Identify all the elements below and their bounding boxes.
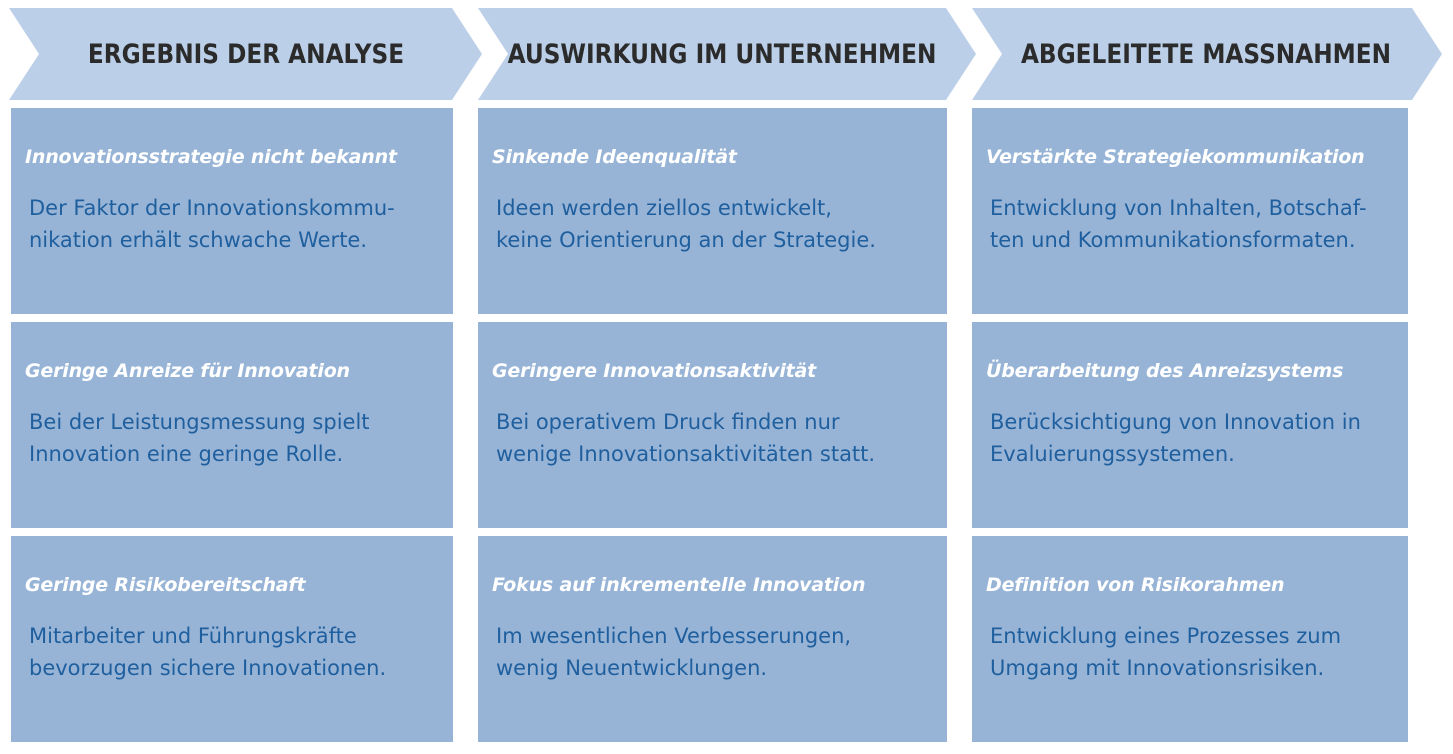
cell-title: Definition von Risikorahmen — [986, 574, 1285, 596]
cell-title: Geringe Risikobereitschaft — [25, 574, 306, 596]
cell-body: Im wesentlichen Verbesserungen, wenig Neuentwicklungen. — [496, 624, 852, 680]
cell-title: Innovationsstrategie nicht bekannt — [25, 146, 397, 168]
cell-impact-1 — [478, 108, 947, 314]
cell-analysis-1 — [11, 108, 453, 314]
cell-body: Bei der Leistungsmessung spielt Innovation eine geringe Rolle. — [29, 410, 370, 466]
cell-analysis-3 — [11, 536, 453, 742]
cell-title: Sinkende Ideenqualität — [492, 146, 737, 168]
cell-title: Geringere Innovationsaktivität — [492, 360, 817, 382]
cell-title: Geringe Anreize für Innovation — [25, 360, 350, 382]
cell-body: Bei operativem Druck finden nur wenige Innovationsaktivitäten statt. — [496, 410, 876, 466]
header-impact: AUSWIRKUNG IM UNTERNEHMEN — [507, 38, 937, 70]
cell-body: Mitarbeiter und Führungskräfte bevorzugen sichere Innovationen. — [29, 624, 387, 680]
header-analysis: ERGEBNIS DER ANALYSE — [87, 38, 405, 70]
cell-title: Verstärkte Strategiekommunikation — [986, 146, 1365, 168]
cell-body: Entwicklung von Inhalten, Botschaf- ten und Kommunikationsformaten. — [990, 196, 1367, 252]
cell-impact-2 — [478, 322, 947, 528]
cell-title: Überarbeitung des Anreizsystems — [986, 360, 1344, 382]
header-measures: ABGELEITETE MASSNAHMEN — [1020, 38, 1392, 70]
cell-body: Der Faktor der Innovationskommu- nikation erhält schwache Werte. — [29, 196, 395, 252]
cell-measures-1 — [972, 108, 1408, 314]
cell-title: Fokus auf inkrementelle Innovation — [492, 574, 866, 596]
cell-body: Entwicklung eines Prozesses zum Umgang mit Innovationsrisiken. — [990, 624, 1342, 680]
cell-measures-2 — [972, 322, 1408, 528]
cell-measures-3 — [972, 536, 1408, 742]
cell-body: Berücksichtigung von Innovation in Evaluierungssystemen. — [990, 410, 1361, 466]
cell-body: Ideen werden ziellos entwickelt, keine Orientierung an der Strategie. — [496, 196, 876, 252]
cell-analysis-2 — [11, 322, 453, 528]
cell-impact-3 — [478, 536, 947, 742]
